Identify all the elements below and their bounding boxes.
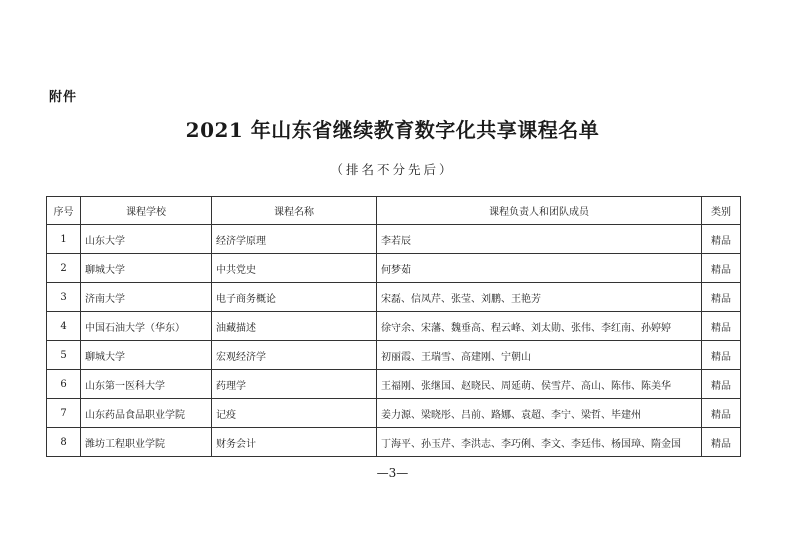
cell-no: 6 (47, 370, 81, 399)
cell-school: 中国石油大学（华东） (81, 312, 212, 341)
cell-no: 8 (47, 428, 81, 457)
cell-team: 徐守余、宋藩、魏垂高、程云峰、刘太勋、张伟、李红南、孙婷婷 (377, 312, 702, 341)
header-school: 课程学校 (81, 197, 212, 225)
cell-school: 潍坊工程职业学院 (81, 428, 212, 457)
cell-team: 初丽霞、王瑞雪、高建刚、宁朝山 (377, 341, 702, 370)
cell-course: 财务会计 (212, 428, 377, 457)
table-row (47, 225, 741, 254)
cell-no: 2 (47, 254, 81, 283)
cell-category: 精品 (702, 341, 741, 370)
table-row (47, 283, 741, 312)
cell-team: 李若辰 (377, 225, 702, 254)
document-subtitle: （排名不分先后） (330, 162, 455, 177)
cell-school: 聊城大学 (81, 254, 212, 283)
cell-team: 丁海平、孙玉芹、李洪志、李巧俐、李文、李廷伟、杨国璋、隋金国 (377, 428, 702, 457)
cell-no: 5 (47, 341, 81, 370)
table-row (47, 370, 741, 399)
table-row (47, 254, 741, 283)
cell-category: 精品 (702, 254, 741, 283)
header-course: 课程名称 (212, 197, 377, 225)
cell-no: 3 (47, 283, 81, 312)
cell-category: 精品 (702, 399, 741, 428)
table-header-row (47, 197, 741, 225)
cell-category: 精品 (702, 283, 741, 312)
cell-school: 山东大学 (81, 225, 212, 254)
cell-category: 精品 (702, 225, 741, 254)
cell-team: 姜力源、梁晓彤、吕前、路娜、袁超、李宁、梁哲、毕建州 (377, 399, 702, 428)
cell-course: 经济学原理 (212, 225, 377, 254)
cell-team: 王福刚、张继国、赵晓民、周延萌、侯雪芹、高山、陈伟、陈美华 (377, 370, 702, 399)
header-no: 序号 (47, 197, 81, 225)
cell-no: 1 (47, 225, 81, 254)
table-row (47, 341, 741, 370)
table-row (47, 399, 741, 428)
cell-no: 4 (47, 312, 81, 341)
table-row (47, 312, 741, 341)
table-row (47, 428, 741, 457)
cell-school: 济南大学 (81, 283, 212, 312)
cell-team: 何梦茹 (377, 254, 702, 283)
cell-course: 中共党史 (212, 254, 377, 283)
cell-no: 7 (47, 399, 81, 428)
cell-course: 宏观经济学 (212, 341, 377, 370)
cell-school: 聊城大学 (81, 341, 212, 370)
course-table (46, 196, 741, 457)
header-team: 课程负责人和团队成员 (377, 197, 702, 225)
header-category: 类别 (702, 197, 741, 225)
cell-school: 山东药品食品职业学院 (81, 399, 212, 428)
cell-course: 油藏描述 (212, 312, 377, 341)
page-number: —3— (376, 466, 409, 480)
cell-course: 药理学 (212, 370, 377, 399)
cell-team: 宋磊、信凤芹、张莹、刘鹏、王艳芳 (377, 283, 702, 312)
attachment-label: 附件 (49, 90, 78, 105)
cell-category: 精品 (702, 370, 741, 399)
document-title: 2021 年山东省继续教育数字化共享课程名单 (185, 118, 600, 142)
cell-school: 山东第一医科大学 (81, 370, 212, 399)
cell-category: 精品 (702, 312, 741, 341)
cell-course: 电子商务概论 (212, 283, 377, 312)
cell-category: 精品 (702, 428, 741, 457)
cell-course: 记疫 (212, 399, 377, 428)
